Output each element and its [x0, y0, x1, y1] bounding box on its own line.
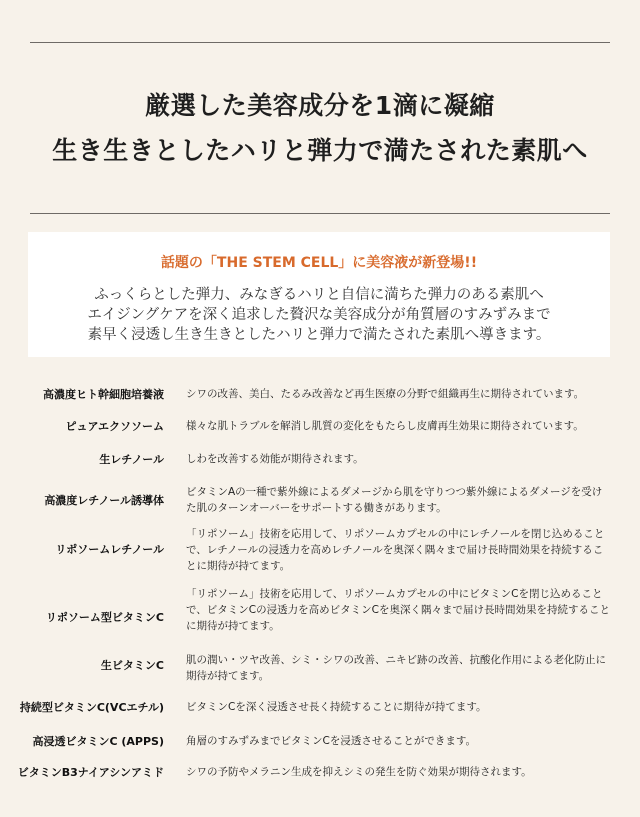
ingredient-name: ビタミンB3ナイアシンアミド [17, 766, 164, 779]
ingredient-description: シワの改善、美白、たるみ改善など再生医療の分野で組織再生に期待されています。 [186, 388, 585, 400]
ingredient-name: 生レチノール [99, 453, 164, 466]
ingredient-description: 肌の潤い・ツヤ改善、シミ・シワの改善、ニキビ跡の改善、抗酸化作用による老化防止に期待が持てます。 [186, 654, 606, 682]
ingredient-description: 「リポソーム」技術を応用して、リポソームカプセルの中にレチノールを閉じ込めることで、レチノールの浸透力を高めレチノールを奥深く隅々まで届け長時間効果を持続することに期待が持てます。 [186, 528, 605, 572]
headline-line-2: 生き生きとしたハリと弾力で満たされた素肌へ [52, 136, 588, 165]
intro-line-2: エイジングケアを深く追求した贅沢な美容成分が角質層のすみずみまで [87, 307, 551, 323]
headline-line-1: 厳選した美容成分を1滴に凝縮 [145, 91, 495, 120]
ingredient-name: 高濃度ヒト幹細胞培養液 [43, 388, 164, 401]
ingredient-description: シワの予防やメラニン生成を抑えシミの発生を防ぐ効果が期待されます。 [186, 766, 532, 778]
ingredient-name: リポソームレチノール [55, 543, 164, 556]
ingredient-name: 生ビタミンC [100, 659, 164, 672]
top-divider [30, 42, 610, 43]
intro-title: 話題の「THE STEM CELL」に美容液が新登場!! [160, 255, 478, 271]
ingredient-description: 角層のすみずみまでビタミンCを浸透させることができます。 [186, 735, 476, 747]
ingredient-name: ピュアエクソソーム [65, 420, 164, 433]
ingredient-name: 持続型ビタミンC(VCエチル) [19, 701, 164, 714]
ingredient-description: 「リポソーム」技術を応用して、リポソームカプセルの中にビタミンCを閉じ込めることで、ビタミンCの浸透力を高めビタミンCを奥深く隅々まで届け長時間効果を持続することに期待が持てます。 [186, 588, 610, 632]
ingredient-description: ビタミンAの一種で紫外線によるダメージから肌を守りつつ紫外線によるダメージを受けた肌のターンオーバーをサポートする働きがあります。 [186, 486, 603, 514]
ingredient-name: リポソーム型ビタミンC [45, 611, 164, 624]
ingredient-description: ビタミンCを深く浸透させ長く持続することに期待が持てます。 [186, 701, 487, 713]
ingredient-description: 様々な肌トラブルを解消し肌質の変化をもたらし皮膚再生効果に期待されています。 [186, 420, 584, 432]
intro-line-3: 素早く浸透し生き生きとしたハリと弾力で満たされた素肌へ導きます。 [87, 327, 551, 343]
ingredient-name: 高浸透ビタミンC (APPS) [32, 735, 164, 748]
middle-divider [30, 213, 610, 214]
ingredient-description: しわを改善する効能が期待されます。 [186, 453, 364, 465]
ingredient-name: 高濃度レチノール誘導体 [44, 494, 164, 507]
intro-card [28, 232, 610, 357]
intro-line-1: ふっくらとした弾力、みなぎるハリと自信に満ちた弾力のある素肌へ [94, 287, 544, 303]
